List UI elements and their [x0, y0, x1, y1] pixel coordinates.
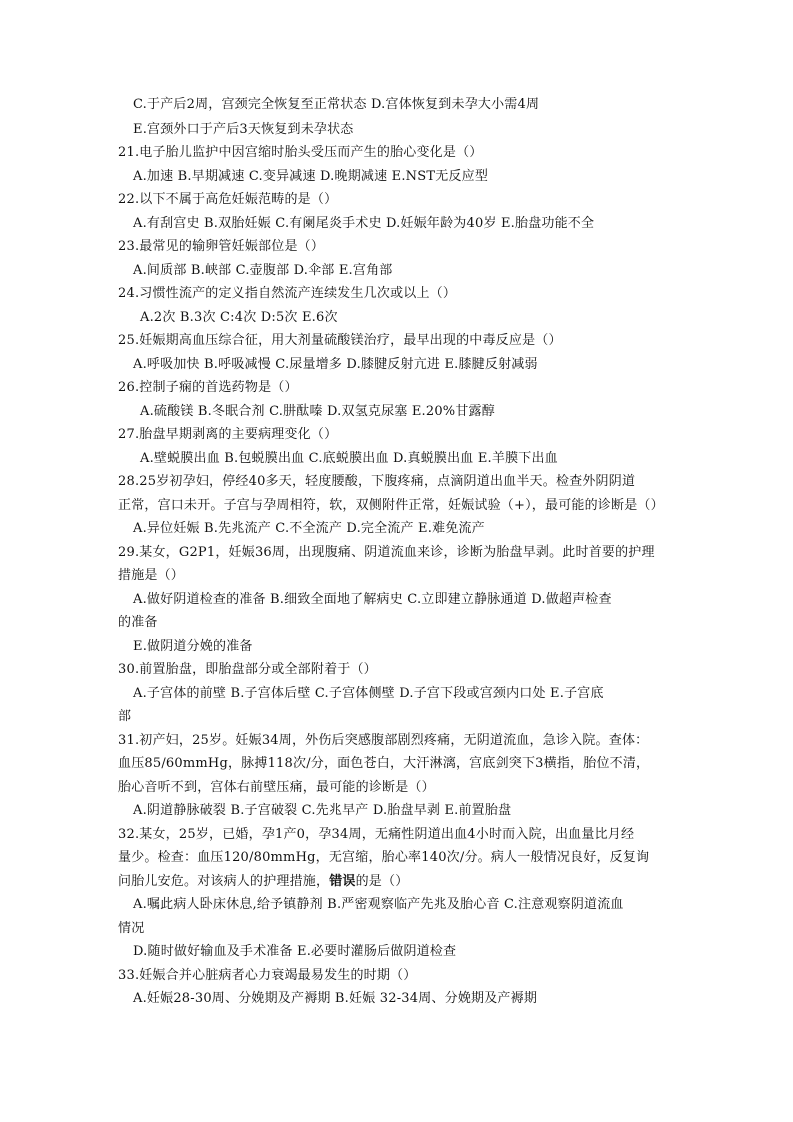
q20-options-cd: C.于产后2周，宫颈完全恢复至正常状态 D.宫体恢复到未孕大小需4周: [133, 97, 540, 112]
q31-stem-line1: 31.初产妇，25岁。妊娠34周，外伤后突感腹部剧烈疼痛，无阴道流血，急诊入院。查体：: [118, 733, 649, 748]
q32-stem-line2: 量少。检查：血压120/80mmHg，无宫缩，胎心率140次/分。病人一般情况良好，反复询: [118, 850, 650, 865]
q31-options: A.阴道静脉破裂 B.子宫破裂 C.先兆早产 D.胎盘早剥 E.前置胎盘: [133, 803, 512, 818]
q32-options-line2: 情况: [118, 921, 145, 936]
q28-stem-line1: 28.25岁初孕妇，停经40多天，轻度腰酸，下腹疼痛，点滴阴道出血半天。检查外阴阴道: [118, 474, 636, 489]
q30-stem: 30.前置胎盘，即胎盘部分或全部附着于（）: [118, 662, 377, 677]
q27-options: A.壁蜕膜出血 B.包蜕膜出血 C.底蜕膜出血 D.真蜕膜出血 E.羊膜下出血: [140, 451, 558, 466]
q32-stem-text: 问胎儿安危。对该病人的护理措施，: [118, 874, 330, 889]
q32-options-line3: D.随时做好输血及手术准备 E.必要时灌肠后做阴道检查: [133, 944, 457, 959]
q26-options: A.硫酸镁 B.冬眠合剂 C.肼酞嗪 D.双氢克尿塞 E.20%甘露醇: [140, 404, 495, 419]
q33-stem: 33.妊娠合并心脏病者心力衰竭最易发生的时期（）: [118, 968, 417, 983]
q22-options: A.有刮宫史 B.双胎妊娠 C.有阑尾炎手术史 D.妊娠年龄为40岁 E.胎盘功能不全: [133, 216, 595, 231]
q28-options: A.异位妊娠 B.先兆流产 C.不全流产 D.完全流产 E.难免流产: [133, 521, 485, 536]
q31-stem-line3: 胎心音听不到，宫体右前壁压痛，最可能的诊断是（）: [118, 780, 435, 795]
q21-options: A.加速 B.早期减速 C.变异减速 D.晚期减速 E.NST无反应型: [133, 169, 489, 184]
q30-options-line1: A.子宫体的前壁 B.子宫体后壁 C.子宫体侧壁 D.子宫下段或宫颈内口处 E.子宫底: [133, 686, 604, 701]
q31-stem-line2: 血压85/60mmHg，脉搏118次/分，面色苍白，大汗淋漓，宫底剑突下3横指，胎位不清，: [118, 756, 650, 771]
q32-stem-tail: 的是（）: [355, 874, 409, 889]
q29-options-line2: 的准备: [118, 615, 158, 630]
q20-option-e: E.宫颈外口于产后3天恢复到未孕状态: [133, 122, 354, 137]
q32-stem-line3: [118, 874, 408, 890]
q23-stem: 23.最常见的输卵管妊娠部位是（）: [118, 239, 325, 254]
q32-options-line1: A.嘱此病人卧床休息,给予镇静剂 B.严密观察临产先兆及胎心音 C.注意观察阴道流血: [133, 897, 624, 912]
q22-stem: 22.以下不属于高危妊娠范畴的是（）: [118, 192, 338, 207]
q29-stem-line1: 29.某女，G2P1，妊娠36周，出现腹痛、阴道流血来诊，诊断为胎盘早剥。此时首要的护理: [118, 545, 655, 560]
q33-options: A.妊娠28-30周、分娩期及产褥期 B.妊娠 32-34周、分娩期及产褥期: [133, 991, 538, 1006]
q29-option-e: E.做阴道分娩的准备: [133, 639, 253, 654]
q28-stem-line2: 正常，宫口未开。子宫与孕周相符，软，双侧附件正常，妊娠试验（+），最可能的诊断是（）: [118, 498, 664, 513]
q21-stem: 21.电子胎儿监护中因宫缩时胎头受压而产生的胎心变化是（）: [118, 145, 483, 160]
q25-stem: 25.妊娠期高血压综合征，用大剂量硫酸镁治疗，最早出现的中毒反应是（）: [118, 333, 562, 348]
q23-options: A.间质部 B.峡部 C.壶腹部 D.伞部 E.宫角部: [133, 263, 393, 278]
q29-stem-line2: 措施是（）: [118, 568, 185, 583]
q32-stem-line1: 32.某女，25岁，已婚，孕1产0，孕34周，无痛性阴道出血4小时而入院，出血量比月经: [118, 827, 635, 842]
q32-emphasis-wrong: 错误: [329, 874, 356, 889]
q24-stem: 24.习惯性流产的定义指自然流产连续发生几次或以上（）: [118, 286, 457, 301]
q25-options: A.呼吸加快 B.呼吸减慢 C.尿量增多 D.膝腱反射亢进 E.膝腱反射减弱: [133, 357, 538, 372]
q27-stem: 27.胎盘早期剥离的主要病理变化（）: [118, 427, 338, 442]
q24-options: A.2次 B.3次 C:4次 D:5次 E.6次: [140, 310, 338, 325]
q30-options-line2: 部: [118, 709, 132, 724]
q26-stem: 26.控制子痫的首选药物是（）: [118, 380, 298, 395]
q29-options-line1: A.做好阴道检查的准备 B.细致全面地了解病史 C.立即建立静脉通道 D.做超声检查: [133, 592, 612, 607]
